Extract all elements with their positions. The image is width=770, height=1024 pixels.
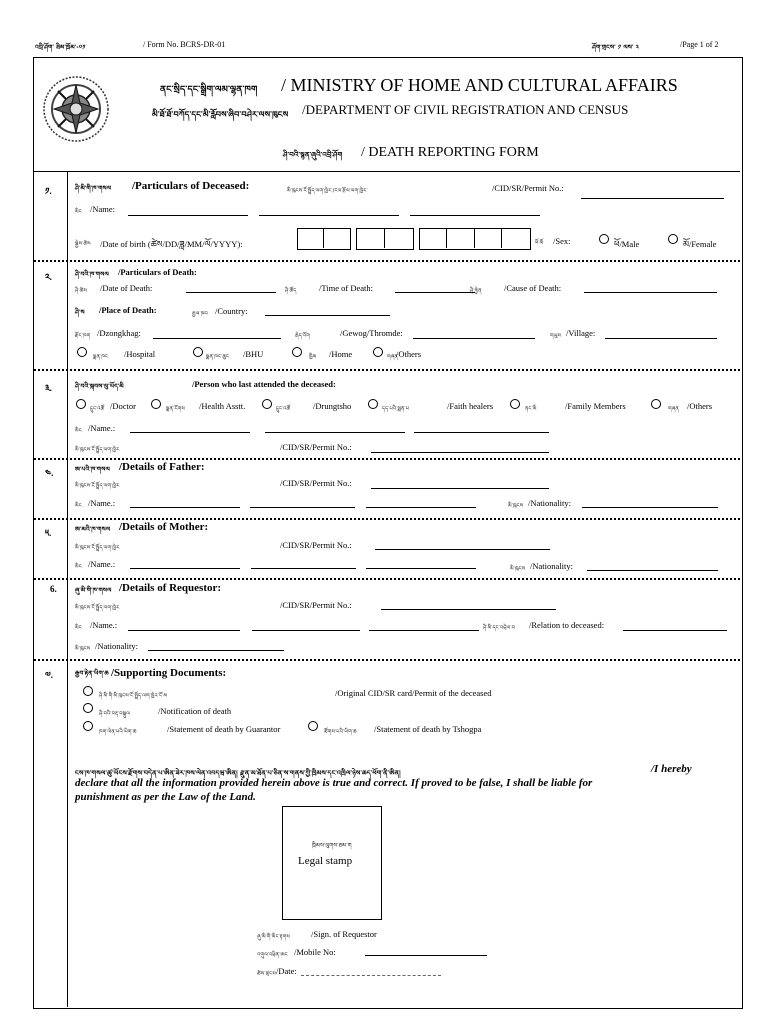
bhu-label-tibetan: སྨན་ཁང་ཆུང (206, 354, 230, 360)
date-field[interactable] (301, 975, 441, 976)
s3-name-label-tibetan: མིང (75, 428, 82, 434)
section-5-number: ༥. (45, 528, 52, 538)
health-asstt-label: /Health Asstt. (199, 401, 246, 411)
s3-cid-label-tibetan: མི་ཁུངས་ངོ་སྤྲོད་ལག་ཁྱེར (75, 447, 120, 453)
s2-date-label-tibetan: ཤི་ཚེས (75, 288, 87, 294)
s1-first-name-field[interactable] (128, 215, 248, 216)
form-title-tibetan: ཤི་བའི་སྙན་ཞུའི་འབྲི་ཤོག (283, 151, 343, 159)
doc4-label: /Statement of death by Tshogpa (374, 724, 482, 734)
s6-relation-field[interactable] (623, 630, 727, 631)
s2-gewog-label: /Gewog/Thromde: (340, 328, 403, 338)
doc2-label-tibetan: ཤི་བའི་བརྡ་བསྐུལ (99, 711, 130, 717)
s6-cid-field[interactable] (381, 609, 556, 610)
s4-nationality-label: /Nationality: (528, 498, 571, 508)
s4-name-label: /Name.: (88, 498, 116, 508)
declaration-line-3: punishment as per the Law of the Land. (75, 791, 256, 803)
section-divider (34, 369, 740, 371)
others-label-tibetan: གཞན (387, 354, 398, 360)
s4-nationality-field[interactable] (582, 507, 718, 508)
legal-stamp-label-tibetan: ཁྲིམས་ལུགས་ཐམ་ག (312, 843, 352, 849)
place-hospital-radio[interactable] (77, 347, 87, 357)
section-6-title: /Details of Requestor: (119, 582, 222, 594)
doc-original-cid-radio[interactable] (83, 686, 93, 696)
section-divider (34, 458, 740, 460)
s2-time-field[interactable] (395, 292, 475, 293)
s1-middle-name-field[interactable] (259, 215, 399, 216)
dob-year-divider-3 (501, 228, 502, 248)
s2-cause-field[interactable] (584, 292, 717, 293)
attended-others-radio[interactable] (651, 399, 661, 409)
attended-doctor-radio[interactable] (76, 399, 86, 409)
s5-name-label: /Name.: (88, 559, 116, 569)
s6-cid-label-tibetan: མི་ཁུངས་ངོ་སྤྲོད་ལག་ཁྱེར (75, 605, 120, 611)
s2-time-label-tibetan: ཤི་ཚོད (285, 288, 297, 294)
section-number-column-divider (67, 172, 68, 1007)
family-label: /Family Members (565, 401, 626, 411)
doc3-label: /Statement of death by Guarantor (167, 724, 281, 734)
date-label-tibetan: ཚེས་གྲངས (257, 971, 276, 977)
attended-faith-healer-radio[interactable] (368, 399, 378, 409)
dob-month-box[interactable] (356, 228, 414, 250)
hospital-label-tibetan: སྨན་ཁང (93, 354, 109, 360)
s2-gewog-label-tibetan: རྒེད་འོག (295, 333, 310, 339)
section-1-title-tibetan: ཤི་མི་གི་ཁ་གསལ (75, 185, 112, 192)
s4-cid-label: /CID/SR/Permit No.: (280, 478, 352, 488)
place-bhu-radio[interactable] (193, 347, 203, 357)
form-number: / Form No. BCRS-DR-01 (143, 40, 226, 49)
royal-emblem-icon (40, 73, 112, 145)
s5-middle-name-field[interactable] (251, 568, 356, 569)
sex-male-radio[interactable] (599, 234, 609, 244)
section-3-title-tibetan: ཤི་བའི་སྐབས་ལུ་ཡོད་མི (75, 383, 124, 390)
declaration-line-1: /I hereby (651, 763, 692, 775)
place-home-radio[interactable] (292, 347, 302, 357)
s1-dob-label-tibetan: སྐྱེས་ཚེས (75, 241, 91, 247)
section-7-title: /Supporting Documents: (111, 667, 227, 679)
s2-date-field[interactable] (186, 292, 276, 293)
attended-health-asstt-radio[interactable] (151, 399, 161, 409)
s4-last-name-field[interactable] (366, 507, 476, 508)
drungtsho-label-tibetan: དྲུང་འཚོ (276, 406, 291, 412)
doctor-label: /Doctor (110, 401, 136, 411)
s3-last-name-field[interactable] (414, 432, 549, 433)
s1-cid-label: /CID/SR/Permit No.: (492, 183, 564, 193)
s1-name-label-tibetan: མིང (75, 209, 82, 215)
attended-others-label: /Others (687, 401, 713, 411)
s2-date-label: /Date of Death: (100, 283, 153, 293)
drungtsho-label: /Drungtsho (313, 401, 352, 411)
section-1-number: ༡. (45, 186, 52, 196)
hospital-label: /Hospital (124, 349, 156, 359)
s6-first-name-field[interactable] (128, 630, 240, 631)
s6-relation-label: /Relation to deceased: (529, 620, 605, 630)
doc1-label: /Original CID/SR card/Permit of the deceased (335, 688, 492, 698)
ministry-title: / MINISTRY OF HOME AND CULTURAL AFFAIRS (281, 75, 678, 95)
s1-cid-label-tibetan: མི་ཁུངས་ངོ་སྤྲོད་ལག་ཁྱེར་/ངལ་རྩོལ་ལག་ཁྱེར་ (287, 188, 368, 194)
section-2-number: ༢. (45, 272, 52, 282)
s6-nationality-label: /Nationality: (95, 641, 138, 651)
s2-place-label-tibetan: ཤི་ས (75, 309, 85, 316)
s3-first-name-field[interactable] (130, 432, 250, 433)
doc4-label-tibetan: ཚོགས་པའི་ཡིག་ཆ (324, 729, 357, 735)
s3-cid-field[interactable] (371, 452, 549, 453)
s6-relation-label-tibetan: ཤི་མི་དང་འབྲེལ་བ (483, 625, 515, 631)
s6-name-label-tibetan: མིང (75, 625, 82, 631)
section-3-title: /Person who last attended the deceased: (192, 379, 336, 389)
signature-label: /Sign. of Requestor (311, 929, 377, 939)
section-2-title: /Particulars of Death: (118, 267, 197, 277)
s1-dob-label: /Date of birth (ཚེས/DD/ཟླ/MM/ལོ/YYYY): (100, 239, 243, 249)
s3-cid-label: /CID/SR/Permit No.: (280, 442, 352, 452)
s2-country-label: /Country: (215, 306, 248, 316)
s5-nationality-field[interactable] (587, 570, 718, 571)
s4-name-label-tibetan: མིང (75, 503, 82, 509)
section-4-title: /Details of Father: (119, 461, 205, 473)
dob-day-box[interactable] (297, 228, 351, 250)
s2-village-label-tibetan: གཡུས (550, 333, 562, 339)
s6-nationality-field[interactable] (148, 650, 284, 651)
attended-family-radio[interactable] (510, 399, 520, 409)
doc-guarantor-radio[interactable] (83, 721, 93, 731)
s2-dzongkhag-label: /Dzongkhag: (97, 328, 141, 338)
dob-month-divider (384, 228, 385, 248)
legal-stamp-label: Legal stamp (298, 855, 353, 867)
page-tibetan: ཤོག་གྲངས་ ༡ ལས་ ༢ (592, 44, 640, 51)
home-label: /Home (329, 349, 353, 359)
section-4-title-tibetan: ཨ་པའི་ཁ་གསལ (75, 466, 110, 473)
s6-middle-name-field[interactable] (252, 630, 360, 631)
s2-dzongkhag-label-tibetan: རྫོང་ཁག (75, 333, 91, 339)
sex-female-radio[interactable] (668, 234, 678, 244)
sex-female-label: མོ/Female (683, 239, 717, 249)
section-divider (34, 518, 740, 520)
ministry-title-tibetan: ནང་སྲིད་དང་སྒྲིག་ལམ་ལྷན་ཁག (160, 85, 258, 95)
s1-name-label: /Name: (90, 204, 116, 214)
section-4-number: ༤. (45, 468, 54, 478)
others-label: /Others (396, 349, 422, 359)
s3-middle-name-field[interactable] (265, 432, 405, 433)
section-1-title: /Particulars of Deceased: (132, 180, 250, 192)
s6-name-label: /Name.: (90, 620, 118, 630)
s4-cid-label-tibetan: མི་ཁུངས་ངོ་སྤྲོད་ལག་ཁྱེར (75, 483, 120, 489)
attended-drungtsho-radio[interactable] (262, 399, 272, 409)
section-divider (34, 260, 740, 262)
family-label-tibetan: ནང་མི (525, 406, 537, 412)
faith-healer-label-tibetan: དད་པའི་སྨན་པ (382, 406, 410, 412)
dob-year-box[interactable] (419, 228, 531, 250)
doc-tshogpa-radio[interactable] (308, 721, 318, 731)
doctor-label-tibetan: དྲུང་འཚོ (90, 406, 105, 412)
section-2-title-tibetan: ཤི་བའི་ཁ་གསལ (75, 271, 109, 278)
s2-gewog-field[interactable] (413, 338, 535, 339)
s2-village-label: /Village: (566, 328, 596, 338)
s5-nationality-label: /Nationality: (530, 561, 573, 571)
mobile-field[interactable] (365, 955, 487, 956)
s4-nationality-label-tibetan: མི་ཁུངས (508, 503, 524, 509)
s1-sex-label: /Sex: (553, 236, 571, 246)
s4-middle-name-field[interactable] (250, 507, 355, 508)
faith-healer-label: /Faith healers (447, 401, 494, 411)
section-3-number: ༣. (45, 383, 52, 393)
s2-dzongkhag-field[interactable] (153, 338, 281, 339)
s2-country-label-tibetan: རྒྱལ་ཁབ (192, 311, 208, 317)
s2-village-field[interactable] (605, 338, 717, 339)
s5-cid-field[interactable] (375, 549, 550, 550)
s4-first-name-field[interactable] (130, 507, 240, 508)
department-title: /DEPARTMENT OF CIVIL REGISTRATION AND CENSUS (302, 102, 629, 117)
doc2-label: /Notification of death (158, 706, 232, 716)
section-6-title-tibetan: ཞུ་མི་གི་ཁ་གསལ (75, 587, 112, 594)
s1-cid-field[interactable] (581, 198, 724, 199)
s1-sex-label-tibetan: ཕོ་མོ (535, 240, 544, 246)
date-label: /Date: (276, 966, 297, 976)
doc-notification-radio[interactable] (83, 703, 93, 713)
doc3-label-tibetan: ཁག་ལེན་པའི་ཡིག་ཆ (99, 729, 137, 735)
s5-name-label-tibetan: མིང (75, 564, 82, 570)
section-divider (34, 659, 740, 661)
form-title: / DEATH REPORTING FORM (361, 145, 539, 160)
doc1-label-tibetan: ཤི་མི་གི་མི་ཁུངས་ངོ་སྤྲོད་ལག་ཁྱེར་ངོ་མ (99, 693, 168, 699)
sex-male-label: ཕོ/Male (614, 239, 640, 249)
dob-day-divider (323, 228, 324, 248)
signature-label-tibetan: ཞུ་མི་གི་མིང་རྟགས (257, 934, 291, 940)
section-5-title-tibetan: ཨ་མའི་ཁ་གསལ (75, 526, 111, 533)
declaration-tibetan: ངས་ཁ་གསལ་ཚུ་ཡོངས་རྫོགས་བདེན་པ་ཨིན་ཟེར་ཁས་ལེན་འབདཝ་ཨིན། རྫུན་མ་ཐོན་པ་ཅིན་ས་གནས་ཀྱི་ཁྲིམས་དང་འཁྲིལ་ཉེས་ཆད་ཕོག་ནི་ཨིན། (75, 769, 401, 777)
s5-cid-label: /CID/SR/Permit No.: (280, 540, 352, 550)
s2-country-field[interactable] (265, 315, 390, 316)
s5-last-name-field[interactable] (366, 568, 476, 569)
page-number: /Page 1 of 2 (680, 40, 719, 49)
dob-year-divider-2 (474, 228, 475, 248)
s2-place-label: /Place of Death: (99, 305, 157, 315)
department-title-tibetan: མི་ཐོ་ཐོ་བཀོད་དང་མི་རློབས་ཞིབ་བཤེར་ལས་ཁུངས (152, 110, 289, 119)
form-code-tibetan: འབྲི་ཤོག་ ཐིམ་ཁྲོམ་-༠༡ (35, 44, 86, 51)
s4-cid-field[interactable] (371, 488, 549, 489)
section-7-number: ༧. (45, 670, 54, 680)
section-divider (34, 578, 740, 580)
s6-nationality-label-tibetan: མི་ཁུངས (75, 646, 91, 652)
health-asstt-label-tibetan: སྨན་རོགས (166, 406, 185, 412)
s2-cause-label: /Cause of Death: (504, 283, 562, 293)
dob-year-divider-1 (446, 228, 447, 248)
form-frame (33, 57, 743, 1009)
s5-first-name-field[interactable] (130, 568, 240, 569)
s6-last-name-field[interactable] (369, 630, 479, 631)
attended-others-label-tibetan: གཞན (668, 406, 679, 412)
s5-nationality-label-tibetan: མི་ཁུངས (510, 566, 526, 572)
place-others-radio[interactable] (373, 347, 383, 357)
declaration-line-2: declare that all the information provided herein above is true and correct. If proved to be false, I shall be liable for (75, 777, 593, 789)
section-6-number: 6. (50, 584, 57, 594)
s2-cause-label-tibetan: ཤི་རྐྱེན (470, 288, 482, 294)
mobile-label: /Mobile No: (294, 947, 336, 957)
section-7-title-tibetan: རྒྱབ་རྟེན་ཡིག་ཆ (75, 670, 109, 677)
mobile-label-tibetan: འགུལ་འཕྲིན་ཨང (257, 952, 288, 958)
s6-cid-label: /CID/SR/Permit No.: (280, 600, 352, 610)
s1-last-name-field[interactable] (410, 215, 540, 216)
home-label-tibetan: ཁྱིམ (309, 354, 317, 360)
bhu-label: /BHU (243, 349, 264, 359)
s5-cid-label-tibetan: མི་ཁུངས་ངོ་སྤྲོད་ལག་ཁྱེར (75, 545, 120, 551)
title-divider (34, 171, 740, 172)
s3-name-label: /Name.: (88, 423, 116, 433)
section-5-title: /Details of Mother: (119, 521, 209, 533)
s2-time-label: /Time of Death: (319, 283, 373, 293)
